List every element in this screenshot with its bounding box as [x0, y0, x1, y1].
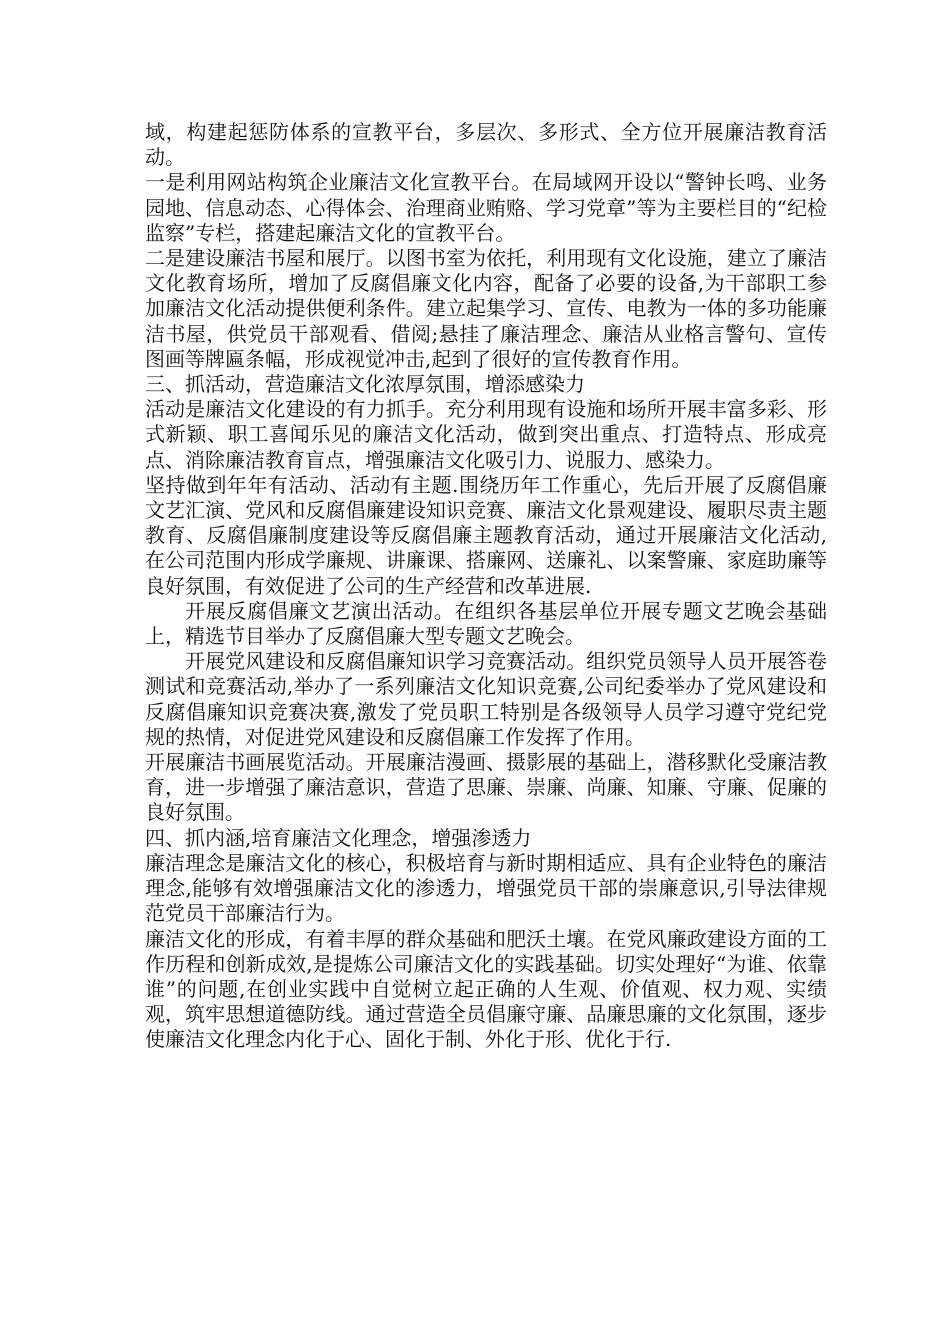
paragraph-2: 一是利用网站构筑企业廉洁文化宣教平台。在局域网开设以“警钟长鸣、业务园地、信息动态、心得体会、治理商业贿赂、学习党章”等为主要栏目的“纪检监察”专栏，搭建起廉洁文化的宣教平台。 — [145, 170, 827, 245]
section-heading-3: 三、抓活动，营造廉洁文化浓厚氛围，增添感染力 — [145, 372, 585, 397]
document-body — [145, 120, 827, 1053]
paragraph-5: 活动是廉洁文化建设的有力抓手。充分利用现有设施和场所开展丰富多彩、形式新颖、职工喜闻乐见的廉洁文化活动，做到突出重点、打造特点、形成亮点、消除廉洁教育盲点，增强廉洁文化吸引力、说服力、感染力。 — [145, 397, 827, 472]
paragraph-1: 域，构建起惩防体系的宣教平台，多层次、多形式、全方位开展廉洁教育活动。 — [145, 120, 827, 170]
paragraph-8: 开展党风建设和反腐倡廉知识学习竞赛活动。组织党员领导人员开展答卷测试和竞赛活动,举办了一系列廉洁文化知识竞赛,公司纪委举办了党风建设和反腐倡廉知识竞赛决赛,激发了党员职工特别是各级领导人员学习遵守党纪党规的热情，对促进党风建设和反腐倡廉工作发挥了作用。 — [145, 649, 827, 749]
paragraph-6: 坚持做到年年有活动、活动有主题.围绕历年工作重心，先后开展了反腐倡廉文艺汇演、党风和反腐倡廉建设知识竞赛、廉洁文化景观建设、履职尽责主题教育、反腐倡廉制度建设等反腐倡廉主题教育活动，通过开展廉洁文化活动,在公司范围内形成学廉规、讲廉课、搭廉网、送廉礼、以案警廉、家庭助廉等良好氛围，有效促进了公司的生产经营和改革进展. — [145, 472, 827, 598]
paragraph-12: 廉洁文化的形成，有着丰厚的群众基础和肥沃土壤。在党风廉政建设方面的工作历程和创新成效,是提炼公司廉洁文化的实践基础。切实处理好“为谁、依靠谁”的问题,在创业实践中自觉树立起正确的人生观、价值观、权力观、实绩观，筑牢思想道德防线。通过营造全员倡廉守廉、品廉思廉的文化氛围，逐步使廉洁文化理念内化于心、固化于制、外化于形、优化于行. — [145, 926, 827, 1052]
paragraph-3: 二是建设廉洁书屋和展厅。以图书室为依托，利用现有文化设施，建立了廉洁文化教育场所，增加了反腐倡廉文化内容，配备了必要的设备,为干部职工参加廉洁文化活动提供便利条件。建立起集学习、宣传、电教为一体的多功能廉洁书屋，供党员干部观看、借阅;悬挂了廉洁理念、廉洁从业格言警句、宣传图画等牌匾条幅，形成视觉冲击,起到了很好的宣传教育作用。 — [145, 246, 827, 371]
paragraph-11: 廉洁理念是廉洁文化的核心，积极培育与新时期相适应、具有企业特色的廉洁理念,能够有效增强廉洁文化的渗透力，增强党员干部的崇廉意识,引导法律规范党员干部廉洁行为。 — [145, 850, 827, 926]
section-heading-4: 四、抓内涵,培育廉洁文化理念，增强渗透力 — [145, 825, 532, 850]
paragraph-7: 开展反腐倡廉文艺演出活动。在组织各基层单位开展专题文艺晚会基础上，精选节目举办了反腐倡廉大型专题文艺晚会。 — [145, 598, 827, 649]
paragraph-9: 开展廉洁书画展览活动。开展廉洁漫画、摄影展的基础上，潜移默化受廉洁教育，进一步增强了廉洁意识，营造了思廉、崇廉、尚廉、知廉、守廉、促廉的良好氛围。 — [145, 750, 827, 825]
